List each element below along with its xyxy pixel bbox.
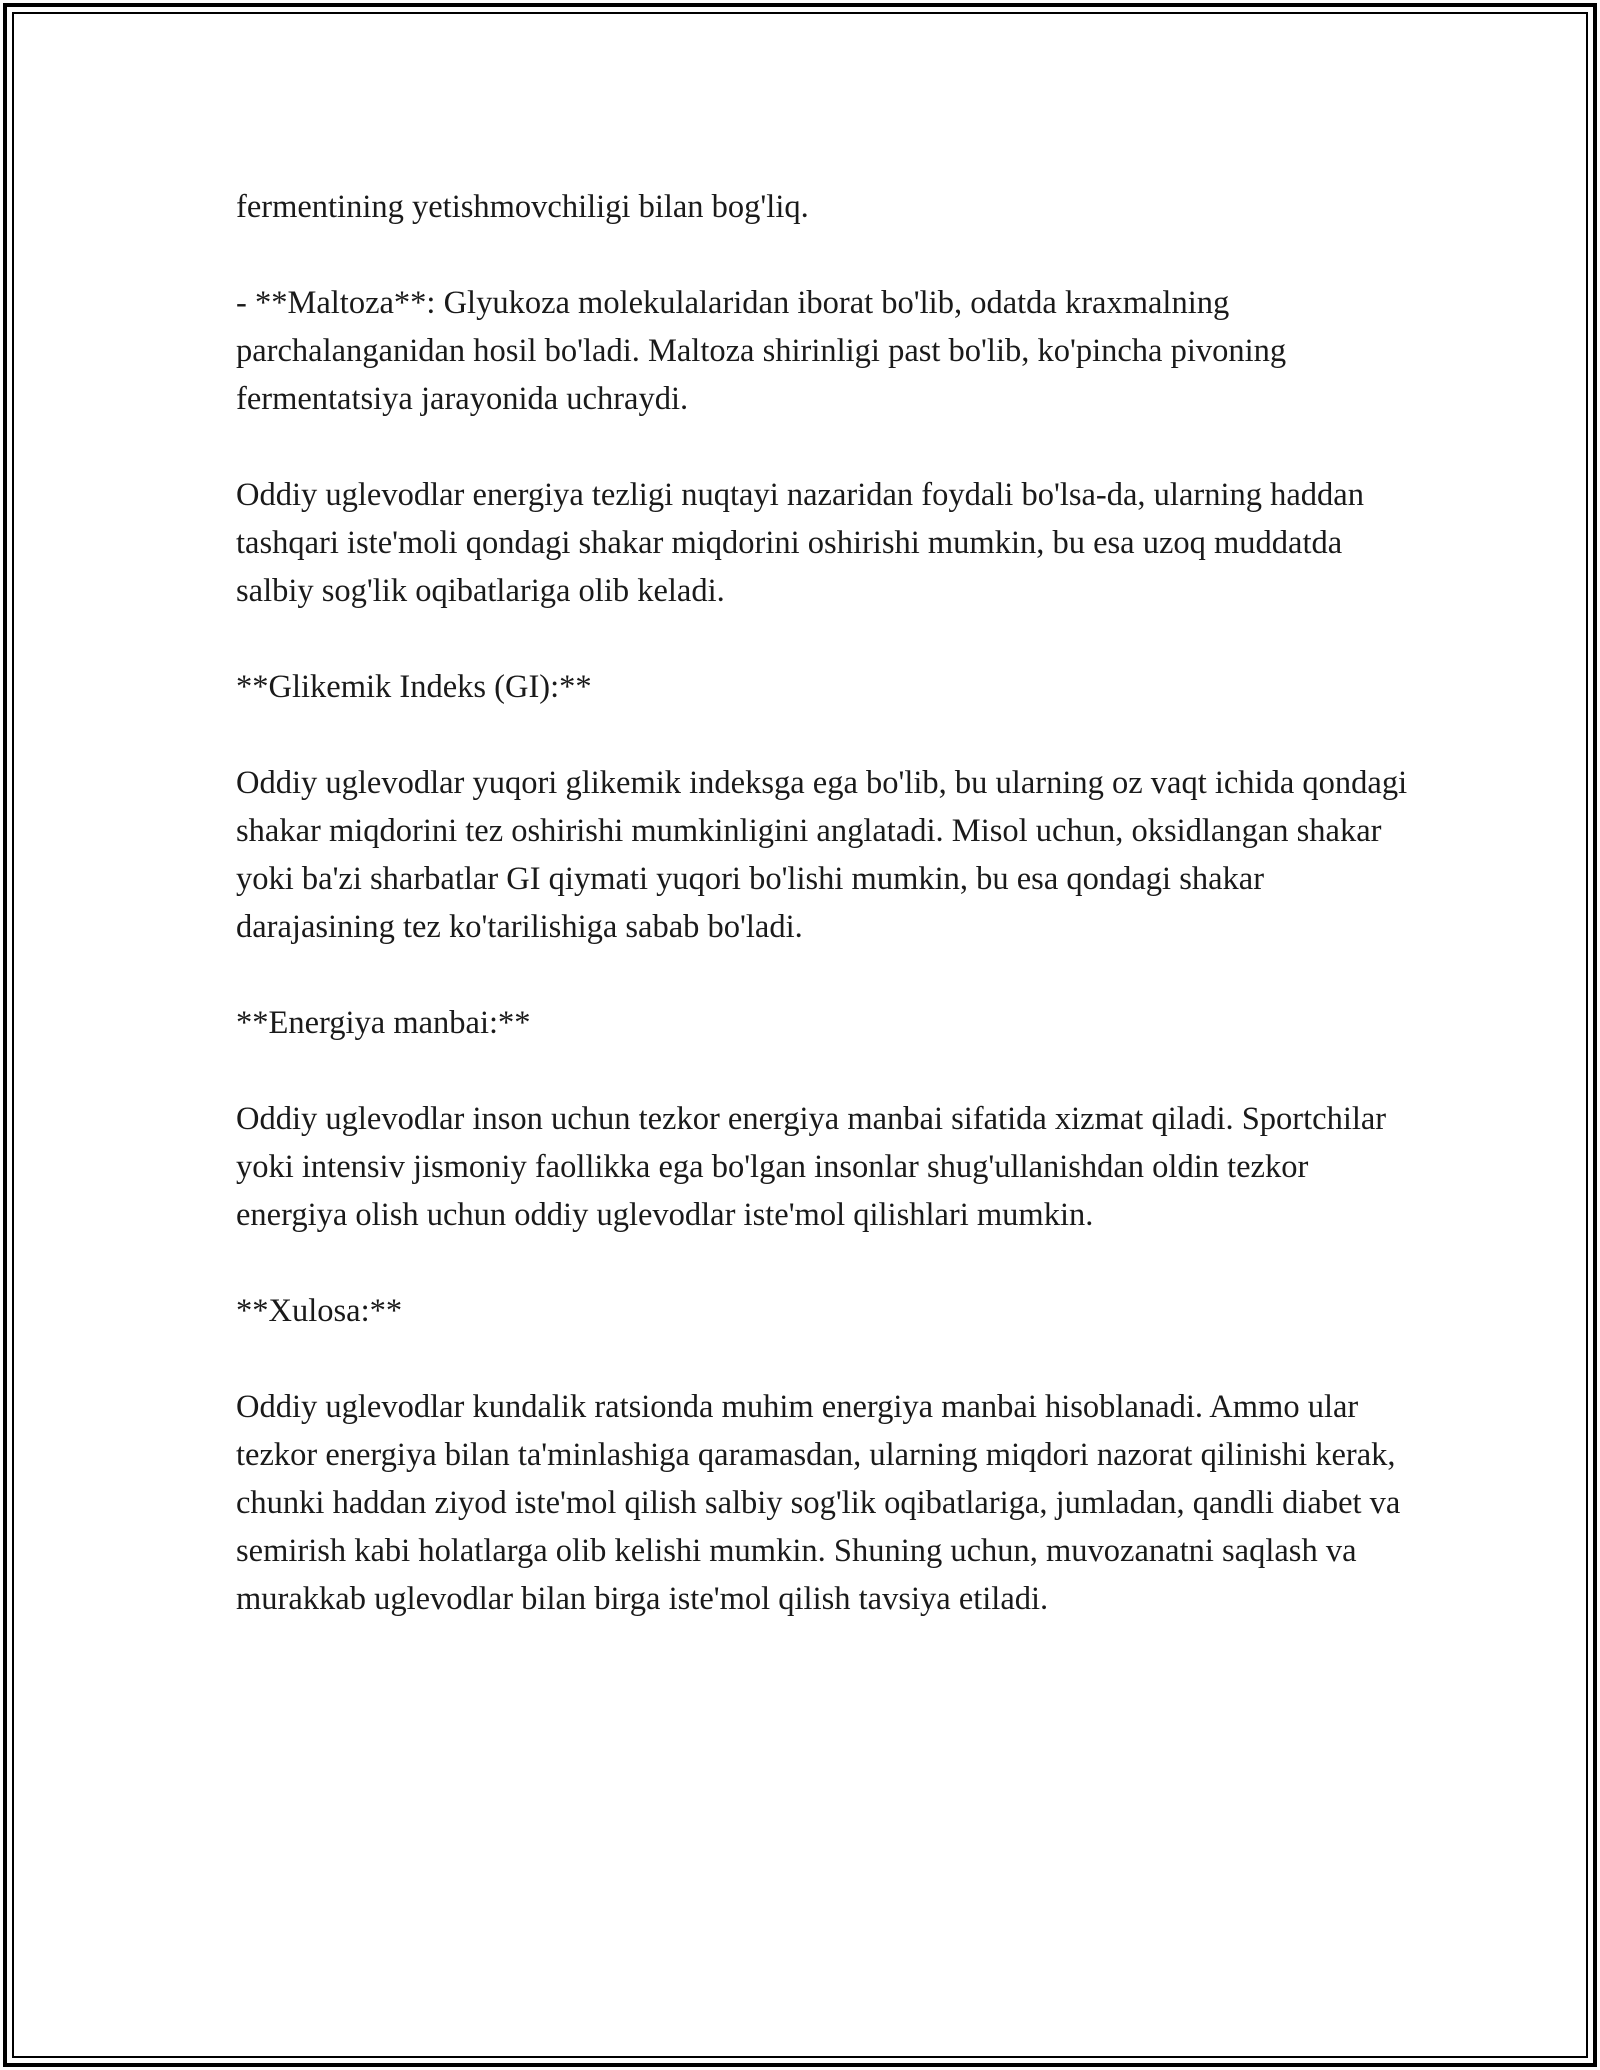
paragraph-maltoza: - **Maltoza**: Glyukoza molekulalaridan iborat bo'lib, odatda kraxmalning parchalanganidan hosil bo'ladi. Maltoza shirinligi past bo'lib, ko'pincha pivoning fermentatsiya jarayonida uchraydi. (236, 285, 1287, 417)
paragraph-glycemic-index: Oddiy uglevodlar yuqori glikemik indeksga ega bo'lib, bu ularning oz vaqt ichida qondagi shakar miqdorini tez oshirishi mumkinligini anglatadi. Misol uchun, oksidlangan shakar yoki ba'zi sharbatlar GI qiymati yuqori bo'lishi mumkin, bu esa qondagi shakar darajasining tez ko'tarilishiga sabab bo'ladi. (236, 765, 1408, 945)
paragraph-conclusion: Oddiy uglevodlar kundalik ratsionda muhim energiya manbai hisoblanadi. Ammo ular tezkor energiya bilan ta'minlashiga qaramasdan, ularning miqdori nazorat qilinishi kerak, chunki haddan ziyod iste'mol qilish salbiy sog'lik oqibatlariga, jumladan, qandli diabet va semirish kabi holatlarga olib kelishi mumkin. Shuning uchun, muvozanatni saqlash va murakkab uglevodlar bilan birga iste'mol qilish tavsiya etiladi. (236, 1389, 1401, 1617)
heading-conclusion: **Xulosa:** (236, 1293, 403, 1329)
heading-energy-source: **Energiya manbai:** (236, 1005, 531, 1041)
paragraph-continuation: fermentining yetishmovchiligi bilan bog'liq. (236, 189, 809, 225)
paragraph-energy-speed: Oddiy uglevodlar energiya tezligi nuqtayi nazaridan foydali bo'lsa-da, ularning haddan tashqari iste'moli qondagi shakar miqdorini oshirishi mumkin, bu esa uzoq muddatda salbiy sog'lik oqibatlariga olib keladi. (236, 477, 1364, 609)
document-body (236, 183, 1416, 1623)
heading-glycemic-index: **Glikemik Indeks (GI):** (236, 669, 592, 705)
paragraph-energy-source: Oddiy uglevodlar inson uchun tezkor energiya manbai sifatida xizmat qiladi. Sportchilar yoki intensiv jismoniy faollikka ega bo'lgan insonlar shug'ullanishdan oldin tezkor energiya olish uchun oddiy uglevodlar iste'mol qilishlari mumkin. (236, 1101, 1387, 1233)
